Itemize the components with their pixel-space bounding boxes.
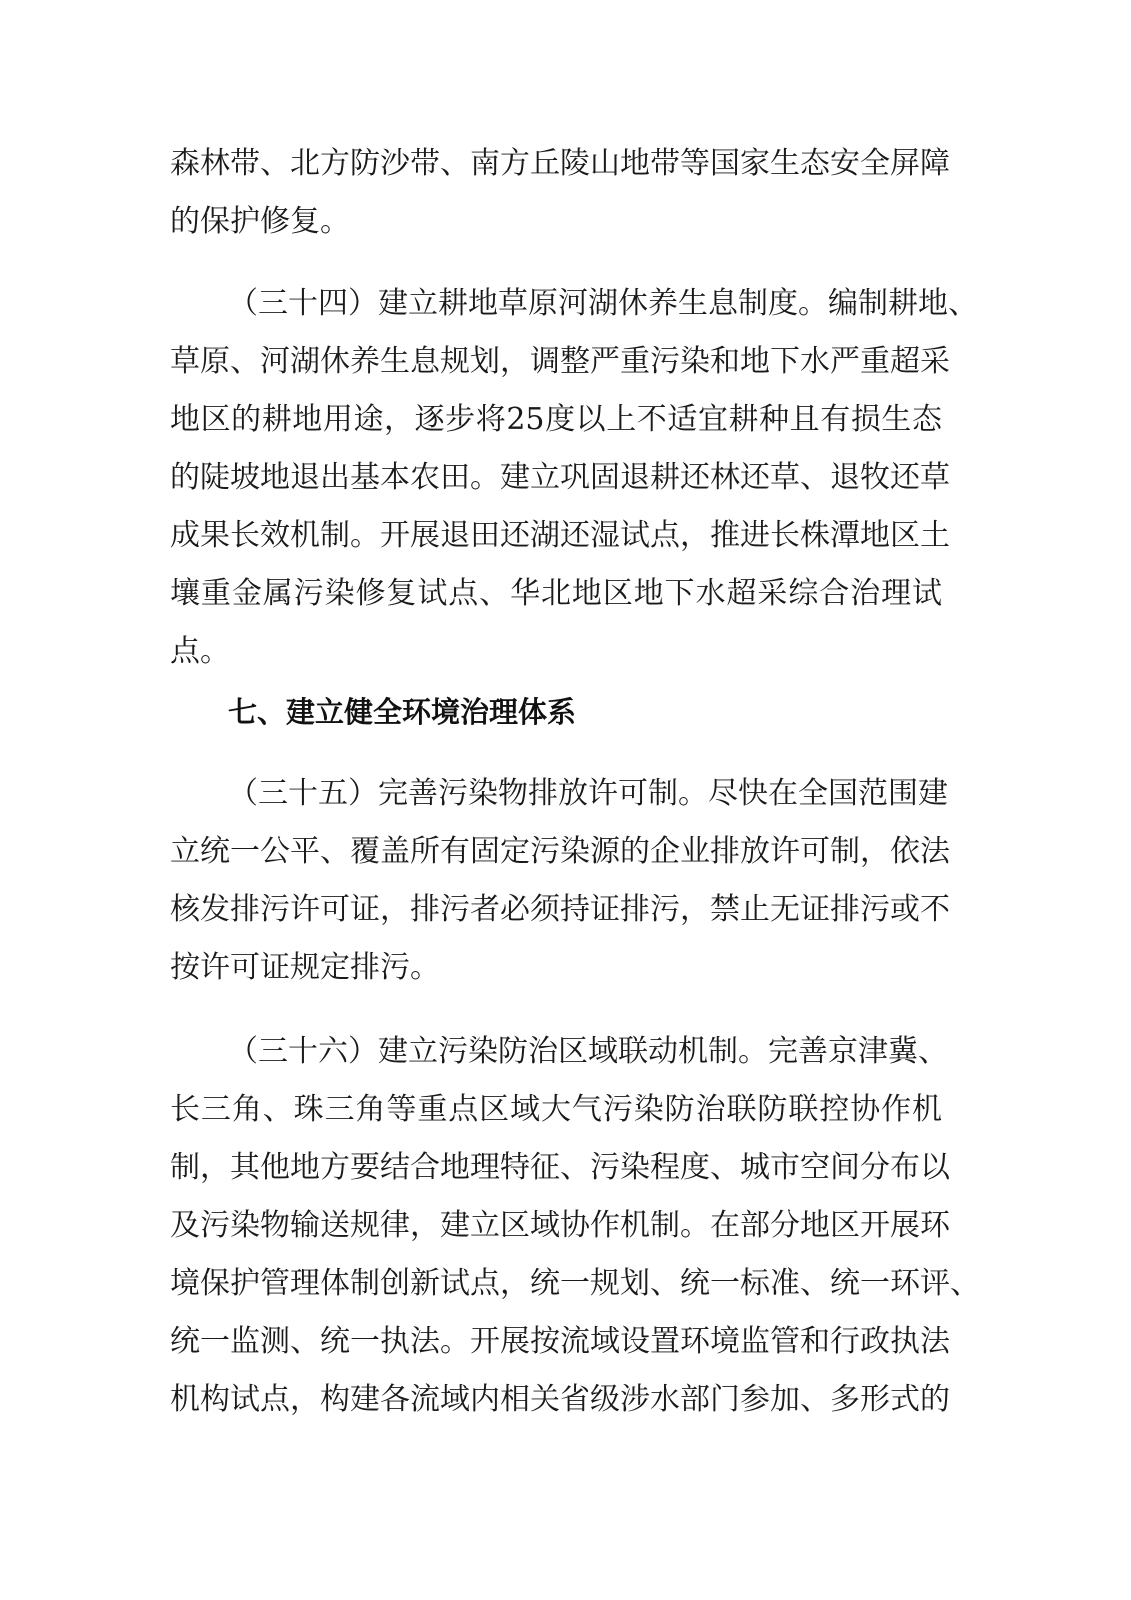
paragraph-line: 成果长效机制。开展退田还湖还湿试点，推进长株潭地区土 [170, 518, 950, 553]
paragraph-line: 的陡坡地退出基本农田。建立巩固退耕还林还草、退牧还草 [170, 460, 950, 495]
paragraph-line: （三十四）建立耕地草原河湖休养生息制度。编制耕地、 [228, 286, 978, 321]
paragraph-line: （三十六）建立污染防治区域联动机制。完善京津冀、 [228, 1034, 948, 1069]
section-heading: 七、建立健全环境治理体系 [228, 695, 577, 729]
paragraph-line: 长三角、珠三角等重点区域大气污染防治联防联控协作机 [170, 1092, 942, 1127]
paragraph-line: 的保护修复。 [170, 204, 350, 239]
paragraph-line: 制，其他地方要结合地理特征、污染程度、城市空间分布以 [170, 1150, 950, 1185]
paragraph-line: 境保护管理体制创新试点，统一规划、统一标准、统一环评、 [170, 1266, 980, 1301]
paragraph-line: （三十五）完善污染物排放许可制。尽快在全国范围建 [228, 776, 948, 811]
paragraph-line: 及污染物输送规律，建立区域协作机制。在部分地区开展环 [170, 1208, 950, 1243]
paragraph-line: 地区的耕地用途，逐步将25度以上不适宜耕种且有损生态 [170, 402, 942, 437]
paragraph-line: 统一监测、统一执法。开展按流域设置环境监管和行政执法 [170, 1324, 950, 1359]
paragraph-line: 核发排污许可证，排污者必须持证排污，禁止无证排污或不 [170, 892, 950, 927]
paragraph-line: 按许可证规定排污。 [170, 950, 440, 985]
paragraph-line: 森林带、北方防沙带、南方丘陵山地带等国家生态安全屏障 [170, 146, 950, 181]
paragraph-line: 立统一公平、覆盖所有固定污染源的企业排放许可制，依法 [170, 834, 950, 869]
paragraph-line: 机构试点，构建各流域内相关省级涉水部门参加、多形式的 [170, 1382, 950, 1417]
paragraph-line: 点。 [170, 634, 230, 669]
paragraph-line: 草原、河湖休养生息规划，调整严重污染和地下水严重超采 [170, 344, 950, 379]
paragraph-line: 壤重金属污染修复试点、华北地区地下水超采综合治理试 [170, 576, 942, 611]
